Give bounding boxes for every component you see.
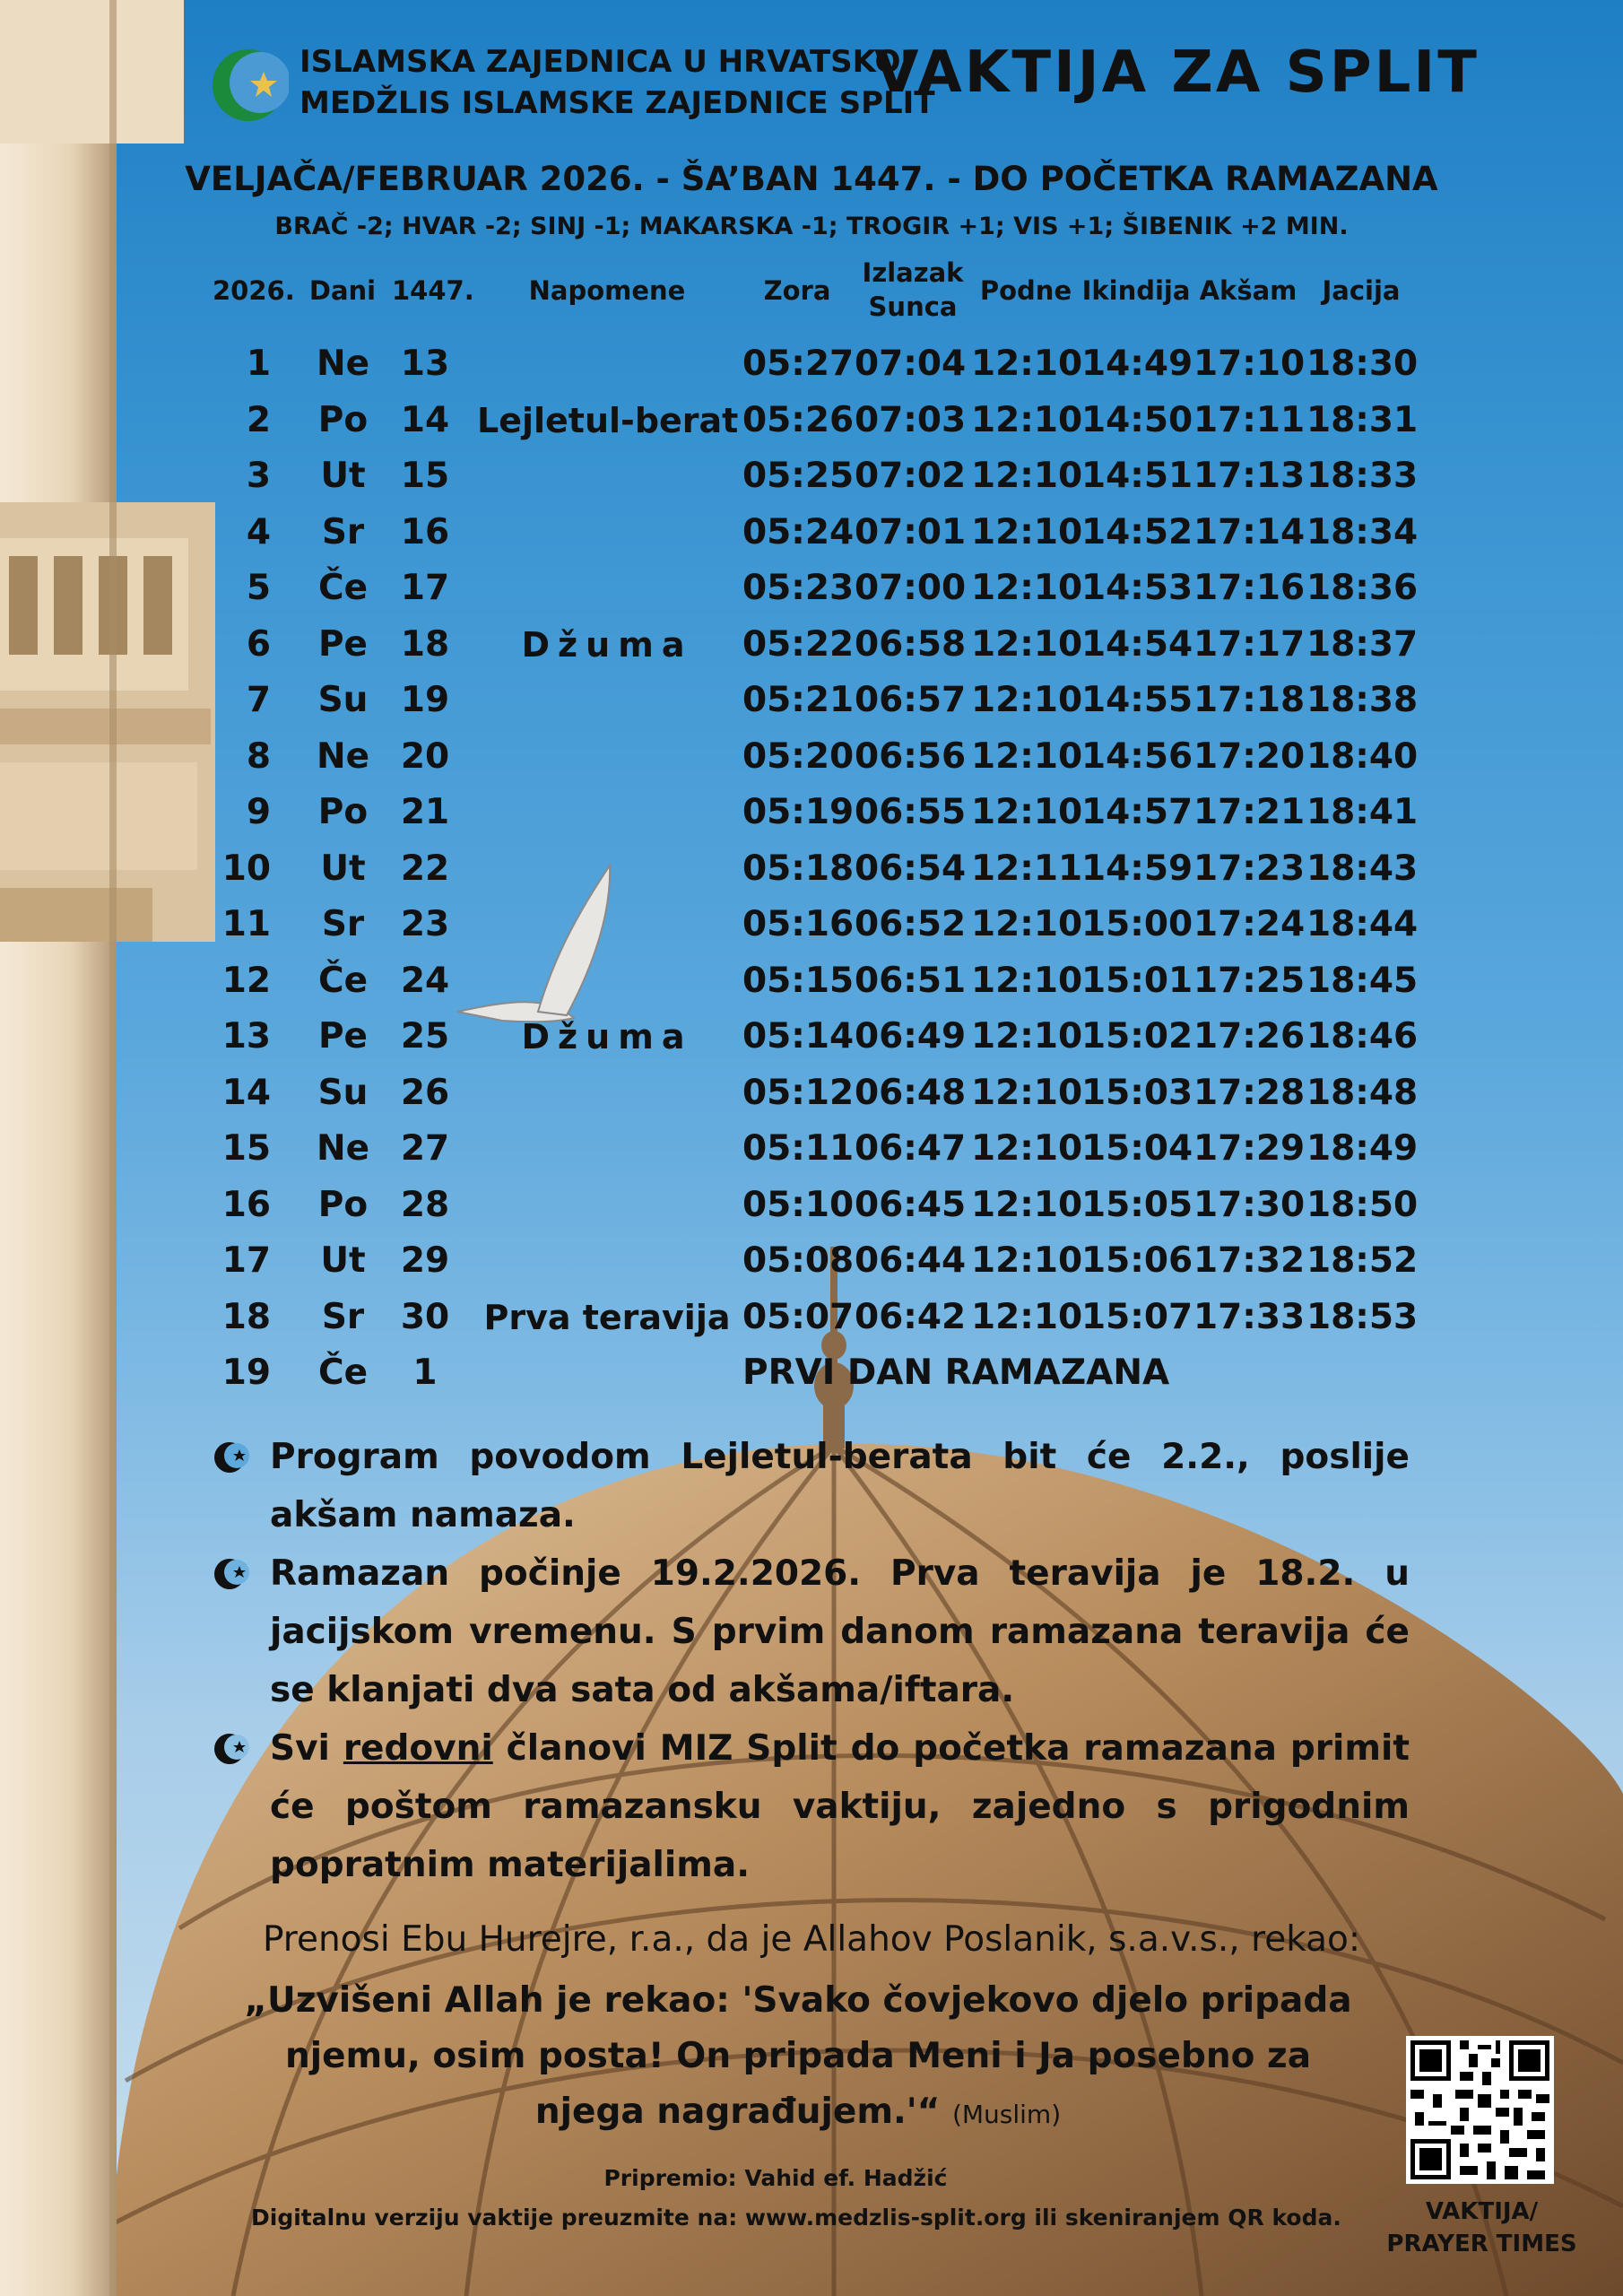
- row-time-podne: 12:10: [971, 511, 1083, 552]
- row-hijri-day: 15: [400, 456, 450, 496]
- row-time-podne: 12:10: [971, 1128, 1083, 1169]
- row-weekday: Sr: [321, 904, 365, 944]
- row-note: Džuma: [521, 624, 693, 665]
- row-time-izlazak: 06:51: [855, 960, 967, 1001]
- table-row: [0, 561, 1623, 616]
- row-time-jacija: 18:30: [1306, 344, 1419, 384]
- row-time-podne: 12:10: [971, 456, 1083, 496]
- row-time-aksam: 17:24: [1193, 904, 1306, 944]
- row-time-izlazak: 06:58: [855, 623, 967, 665]
- table-header: [0, 256, 1623, 327]
- row-day: 17: [221, 1240, 271, 1281]
- row-time-ikindija: 14:51: [1081, 456, 1193, 496]
- table-row: [0, 897, 1623, 952]
- row-time-jacija: 18:43: [1306, 848, 1419, 889]
- row-time-jacija: 18:46: [1306, 1016, 1419, 1057]
- row-hijri-day: 1: [412, 1352, 438, 1393]
- crescent-icon: [213, 1555, 250, 1593]
- row-weekday: Po: [317, 1184, 369, 1225]
- crescent-icon: [213, 1730, 250, 1768]
- table-row: [0, 1345, 1623, 1401]
- note-3-start: Svi: [270, 1728, 343, 1769]
- row-time-zora: 05:15: [742, 960, 855, 1001]
- row-time-izlazak: 06:54: [855, 848, 967, 889]
- row-time-izlazak: 06:44: [855, 1240, 967, 1281]
- row-time-ikindija: 15:04: [1081, 1128, 1193, 1169]
- row-time-ikindija: 15:01: [1081, 960, 1193, 1001]
- row-time-izlazak: 06:42: [855, 1296, 967, 1337]
- row-time-izlazak: 06:55: [855, 792, 967, 832]
- row-time-ikindija: 14:50: [1081, 399, 1193, 440]
- row-time-jacija: 18:31: [1306, 399, 1419, 440]
- col-podne: Podne: [979, 275, 1072, 306]
- row-time-aksam: 17:20: [1193, 735, 1306, 777]
- row-time-zora: 05:11: [742, 1128, 855, 1169]
- note-1-text: Program povodom Lejletul-berata bit će 2.2., poslije akšam namaza.: [270, 1437, 1410, 1535]
- row-time-aksam: 17:29: [1193, 1128, 1306, 1169]
- row-day: 6: [246, 623, 271, 665]
- row-time-izlazak: 06:47: [855, 1128, 967, 1169]
- row-weekday: Ut: [320, 456, 366, 496]
- row-weekday: Po: [317, 792, 369, 832]
- row-time-jacija: 18:44: [1306, 904, 1419, 944]
- row-time-zora: 05:20: [742, 735, 855, 777]
- row-time-ikindija: 14:55: [1081, 680, 1193, 720]
- row-time-jacija: 18:49: [1306, 1128, 1419, 1169]
- row-time-jacija: 18:36: [1306, 568, 1419, 608]
- row-day: 15: [221, 1128, 271, 1169]
- row-time-jacija: 18:38: [1306, 680, 1419, 720]
- row-time-podne: 12:10: [971, 344, 1083, 384]
- row-weekday: Su: [317, 1072, 369, 1113]
- table-row: [0, 1178, 1623, 1233]
- row-time-izlazak: 07:04: [855, 344, 967, 384]
- row-hijri-day: 23: [400, 904, 450, 944]
- row-time-podne: 12:11: [971, 848, 1083, 889]
- table-row: [0, 1065, 1623, 1121]
- city-offsets: BRAČ -2; HVAR -2; SINJ -1; MAKARSKA -1; TROGIR +1; VIS +1; ŠIBENIK +2 MIN.: [274, 213, 1349, 240]
- row-time-zora: 05:12: [742, 1072, 855, 1113]
- row-time-izlazak: 06:56: [855, 735, 967, 777]
- row-time-jacija: 18:48: [1306, 1072, 1419, 1113]
- row-hijri-day: 17: [400, 568, 450, 608]
- row-weekday: Po: [317, 399, 369, 440]
- row-day: 14: [221, 1072, 271, 1113]
- note-1: [213, 1428, 1410, 1544]
- row-day: 3: [246, 456, 271, 496]
- row-hijri-day: 30: [400, 1296, 450, 1337]
- row-day: 18: [221, 1296, 271, 1337]
- col-notes: Napomene: [528, 275, 686, 306]
- row-time-ikindija: 14:54: [1081, 623, 1193, 665]
- row-day: 8: [246, 735, 271, 777]
- row-hijri-day: 28: [400, 1184, 450, 1225]
- col-aksam: Akšam: [1199, 275, 1298, 306]
- row-hijri-day: 25: [400, 1016, 450, 1057]
- row-time-zora: 05:21: [742, 680, 855, 720]
- row-time-zora: 05:23: [742, 568, 855, 608]
- hadith-intro: Prenosi Ebu Hurejre, r.a., da je Allahov Poslanik, s.a.v.s., rekao:: [262, 1919, 1361, 1960]
- page-title: VAKTIJA ZA SPLIT: [874, 39, 1480, 106]
- row-day: 5: [246, 568, 271, 608]
- qr-label: [1381, 2196, 1583, 2260]
- row-time-ikindija: 14:53: [1081, 568, 1193, 608]
- col-izlazak: [855, 256, 971, 324]
- table-row: [0, 673, 1623, 728]
- row-time-zora: 05:10: [742, 1184, 855, 1225]
- row-day: 4: [246, 511, 271, 552]
- period-subtitle: VELJAČA/FEBRUAR 2026. - ŠA’BAN 1447. - DO POČETKA RAMAZANA: [185, 160, 1438, 198]
- row-time-podne: 12:10: [971, 680, 1083, 720]
- row-time-jacija: 18:45: [1306, 960, 1419, 1001]
- row-time-zora: 05:22: [742, 623, 855, 665]
- row-hijri-day: 29: [400, 1240, 450, 1281]
- row-time-jacija: 18:50: [1306, 1184, 1419, 1225]
- row-hijri-day: 16: [400, 511, 450, 552]
- row-time-izlazak: 06:45: [855, 1184, 967, 1225]
- note-3-text: [270, 1719, 1410, 1894]
- row-time-aksam: 17:26: [1193, 1016, 1306, 1057]
- row-time-jacija: 18:33: [1306, 456, 1419, 496]
- row-weekday: Sr: [321, 1296, 365, 1337]
- row-time-podne: 12:10: [971, 735, 1083, 777]
- row-weekday: Ne: [316, 1128, 370, 1169]
- row-time-ikindija: 14:59: [1081, 848, 1193, 889]
- row-hijri-day: 27: [400, 1128, 450, 1169]
- row-time-aksam: 17:21: [1193, 792, 1306, 832]
- row-note: Prva teravija: [483, 1297, 731, 1337]
- row-time-ikindija: 15:05: [1081, 1184, 1193, 1225]
- row-time-ikindija: 14:52: [1081, 511, 1193, 552]
- row-time-podne: 12:10: [971, 623, 1083, 665]
- table-row: [0, 841, 1623, 897]
- row-time-ikindija: 15:07: [1081, 1296, 1193, 1337]
- row-time-podne: 12:10: [971, 1184, 1083, 1225]
- row-weekday: Ne: [316, 344, 370, 384]
- row-time-jacija: 18:40: [1306, 735, 1419, 777]
- row-weekday: Če: [317, 960, 369, 1001]
- col-zora: Zora: [763, 275, 831, 306]
- crescent-star-logo-icon: [208, 45, 289, 126]
- row-weekday: Su: [317, 680, 369, 720]
- qr-label-line2: PRAYER TIMES: [1386, 2231, 1577, 2257]
- table-row: [0, 505, 1623, 561]
- row-time-zora: 05:07: [742, 1296, 855, 1337]
- qr-code-icon[interactable]: [1406, 2036, 1554, 2184]
- table-row: [0, 1009, 1623, 1065]
- row-day: 11: [221, 904, 271, 944]
- row-time-podne: 12:10: [971, 904, 1083, 944]
- row-time-zora: 05:08: [742, 1240, 855, 1281]
- qr-label-line1: VAKTIJA/: [1425, 2198, 1539, 2225]
- row-time-zora: 05:19: [742, 792, 855, 832]
- table-row: [0, 1290, 1623, 1345]
- row-time-podne: 12:10: [971, 1240, 1083, 1281]
- row-time-ikindija: 15:02: [1081, 1016, 1193, 1057]
- note-2-text: Ramazan počinje 19.2.2026. Prva teravija je 18.2. u jacijskom vremenu. S prvim danom ramazana teravija će se klanjati dva sata od akšama/iftara.: [270, 1553, 1410, 1710]
- row-time-jacija: 18:41: [1306, 792, 1419, 832]
- row-time-podne: 12:10: [971, 792, 1083, 832]
- row-time-jacija: 18:53: [1306, 1296, 1419, 1337]
- row-time-izlazak: 06:52: [855, 904, 967, 944]
- row-day: 2: [246, 399, 271, 440]
- row-time-izlazak: 06:48: [855, 1072, 967, 1113]
- prepared-by-text: Pripremio: Vahid ef. Hadžić: [603, 2165, 948, 2191]
- digital-version-note: Digitalnu verziju vaktije preuzmite na: www.medzlis-split.org ili skeniranjem QR koda.: [251, 2205, 1341, 2231]
- row-time-aksam: 17:11: [1193, 399, 1306, 440]
- row-day: 16: [221, 1184, 271, 1225]
- table-row: [0, 785, 1623, 840]
- row-time-izlazak: 07:01: [855, 511, 967, 552]
- row-time-zora: 05:24: [742, 511, 855, 552]
- row-time-aksam: 17:14: [1193, 511, 1306, 552]
- row-time-podne: 12:10: [971, 1072, 1083, 1113]
- row-hijri-day: 26: [400, 1072, 450, 1113]
- organization-name: [299, 41, 935, 124]
- row-time-podne: 12:10: [971, 568, 1083, 608]
- row-time-aksam: 17:28: [1193, 1072, 1306, 1113]
- row-time-izlazak: 07:03: [855, 399, 967, 440]
- prepared-by: [0, 2165, 1623, 2191]
- row-time-ikindija: 15:03: [1081, 1072, 1193, 1113]
- row-time-jacija: 18:52: [1306, 1240, 1419, 1281]
- table-row: [0, 393, 1623, 448]
- row-weekday: Pe: [317, 623, 369, 665]
- row-time-ikindija: 14:57: [1081, 792, 1193, 832]
- row-hijri-day: 20: [400, 735, 450, 777]
- col-days: Dani: [308, 275, 377, 306]
- row-time-jacija: 18:37: [1306, 623, 1419, 665]
- org-line-2: MEDŽLIS ISLAMSKE ZAJEDNICE SPLIT: [299, 85, 935, 121]
- note-3-underlined: redovni: [343, 1728, 493, 1769]
- row-time-izlazak: 06:49: [855, 1016, 967, 1057]
- row-time-podne: 12:10: [971, 399, 1083, 440]
- row-time-ikindija: 14:56: [1081, 735, 1193, 777]
- row-hijri-day: 14: [400, 399, 450, 440]
- row-time-izlazak: 07:00: [855, 568, 967, 608]
- crescent-icon: [213, 1439, 250, 1476]
- row-time-podne: 12:10: [971, 1016, 1083, 1057]
- table-row: [0, 953, 1623, 1009]
- row-hijri-day: 24: [400, 960, 450, 1001]
- table-row: [0, 448, 1623, 504]
- row-time-aksam: 17:33: [1193, 1296, 1306, 1337]
- table-row: [0, 336, 1623, 392]
- note-3: [213, 1719, 1410, 1894]
- row-weekday: Sr: [321, 511, 365, 552]
- row-day: 13: [221, 1016, 271, 1057]
- row-day: 12: [221, 960, 271, 1001]
- hadith-quote-block: [233, 1973, 1363, 2143]
- row-time-izlazak: 06:57: [855, 680, 967, 720]
- row-day: 9: [246, 792, 271, 832]
- row-hijri-day: 21: [400, 792, 450, 832]
- row-weekday: Če: [317, 568, 369, 608]
- table-row: [0, 617, 1623, 673]
- row-hijri-day: 19: [400, 680, 450, 720]
- row-note: Lejletul-berat: [477, 400, 739, 440]
- row-time-aksam: 17:32: [1193, 1240, 1306, 1281]
- row-day: 7: [246, 680, 271, 720]
- row-hijri-day: 18: [400, 623, 450, 665]
- row-hijri-day: 13: [400, 344, 450, 384]
- table-row: [0, 729, 1623, 785]
- hadith-source: (Muslim): [951, 2100, 1062, 2129]
- table-row: [0, 1121, 1623, 1177]
- row-time-izlazak: 07:02: [855, 456, 967, 496]
- table-row: [0, 1233, 1623, 1289]
- row-day: 19: [221, 1352, 271, 1393]
- row-time-ikindija: 15:06: [1081, 1240, 1193, 1281]
- row-time-aksam: 17:25: [1193, 960, 1306, 1001]
- row-time-zora: 05:14: [742, 1016, 855, 1057]
- note-2: [213, 1544, 1410, 1719]
- col-hijri: 1447.: [392, 275, 474, 306]
- col-jacija: Jacija: [1322, 275, 1401, 306]
- row-time-aksam: 17:18: [1193, 680, 1306, 720]
- row-weekday: Pe: [317, 1016, 369, 1057]
- row-time-aksam: 17:17: [1193, 623, 1306, 665]
- row-day: 1: [246, 344, 271, 384]
- row-time-aksam: 17:13: [1193, 456, 1306, 496]
- col-ikindija: Ikindija: [1081, 275, 1191, 306]
- row-time-zora: 05:16: [742, 904, 855, 944]
- row-time-zora: 05:25: [742, 456, 855, 496]
- row-special-note: PRVI DAN RAMAZANA: [742, 1352, 1170, 1393]
- row-hijri-day: 22: [400, 848, 450, 889]
- col-izlazak-line2: Sunca: [868, 291, 958, 322]
- row-time-ikindija: 15:00: [1081, 904, 1193, 944]
- row-weekday: Če: [317, 1352, 369, 1393]
- col-izlazak-line1: Izlazak: [862, 257, 964, 288]
- row-note: Džuma: [521, 1017, 693, 1057]
- row-time-zora: 05:18: [742, 848, 855, 889]
- row-time-podne: 12:10: [971, 960, 1083, 1001]
- row-weekday: Ut: [320, 1240, 366, 1281]
- row-time-aksam: 17:16: [1193, 568, 1306, 608]
- row-time-ikindija: 14:49: [1081, 344, 1193, 384]
- col-year: 2026.: [213, 275, 295, 306]
- org-line-1: ISLAMSKA ZAJEDNICA U HRVATSKOJ: [299, 44, 913, 80]
- row-weekday: Ut: [320, 848, 366, 889]
- note-3-end: članovi MIZ Split do početka ramazana primit će poštom ramazansku vaktiju, zajedno s prigodnim popratnim materijalima.: [270, 1728, 1410, 1885]
- row-time-zora: 05:26: [742, 399, 855, 440]
- row-time-aksam: 17:23: [1193, 848, 1306, 889]
- row-time-aksam: 17:10: [1193, 344, 1306, 384]
- row-time-aksam: 17:30: [1193, 1184, 1306, 1225]
- row-weekday: Ne: [316, 735, 370, 777]
- row-time-zora: 05:27: [742, 344, 855, 384]
- hadith-quote: „Uzvišeni Allah je rekao: 'Svako čovjekovo djelo pripada njemu, osim posta! On pripada Meni i Ja posebno za njega nagrađujem.'“: [244, 1980, 1352, 2132]
- row-day: 10: [221, 848, 271, 889]
- row-time-podne: 12:10: [971, 1296, 1083, 1337]
- row-time-jacija: 18:34: [1306, 511, 1419, 552]
